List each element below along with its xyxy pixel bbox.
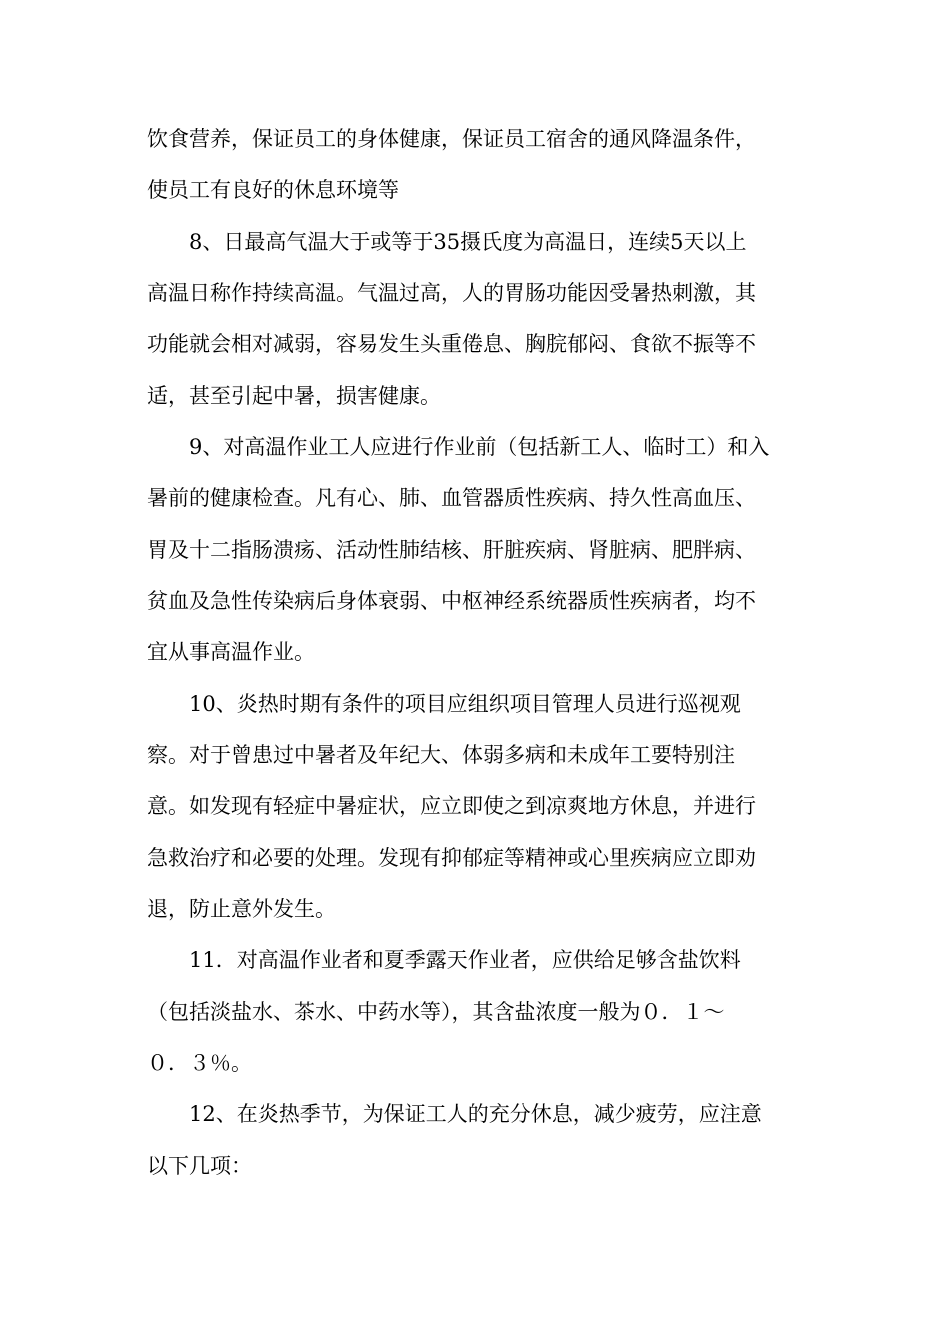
paragraph-9-start: 9、对高温作业工人应进行作业前（包括新工人、临时工）和入 <box>189 435 770 459</box>
text-line: 暑前的健康检查。凡有心、肺、血管器质性疾病、持久性高血压、 <box>147 486 756 510</box>
text-line: 以下几项： <box>147 1154 252 1178</box>
paragraph-11-start: 11．对高温作业者和夏季露天作业者，应供给足够含盐饮料 <box>189 948 741 972</box>
text-line: 急救治疗和必要的处理。发现有抑郁症等精神或心里疾病应立即劝 <box>147 846 756 870</box>
paragraph-8-start: 8、日最高气温大于或等于35摄氏度为高温日，连续5天以上 <box>189 230 747 254</box>
text-line: 高温日称作持续高温。气温过高，人的胃肠功能因受暑热刺激，其 <box>147 281 756 305</box>
paragraph-10-start: 10、炎热时期有条件的项目应组织项目管理人员进行巡视观 <box>189 692 741 716</box>
text-line: 意。如发现有轻症中暑症状，应立即使之到凉爽地方休息，并进行 <box>147 794 756 818</box>
text-line: 饮食营养，保证员工的身体健康，保证员工宿舍的通风降温条件， <box>147 127 756 151</box>
text-line: ０．３％。 <box>147 1051 252 1075</box>
text-line: 宜从事高温作业。 <box>147 640 315 664</box>
paragraph-12-start: 12、在炎热季节，为保证工人的充分休息，减少疲劳，应注意 <box>189 1102 762 1126</box>
text-line: 退，防止意外发生。 <box>147 897 336 921</box>
text-line: 适，甚至引起中暑，损害健康。 <box>147 384 441 408</box>
text-line: （包括淡盐水、茶水、中药水等），其含盐浓度一般为０．１～ <box>147 1000 725 1024</box>
text-line: 胃及十二指肠溃疡、活动性肺结核、肝脏疾病、肾脏病、肥胖病、 <box>147 538 756 562</box>
text-line: 使员工有良好的休息环境等 <box>147 178 399 202</box>
text-line: 察。对于曾患过中暑者及年纪大、体弱多病和未成年工要特别注 <box>147 743 735 767</box>
text-line: 贫血及急性传染病后身体衰弱、中枢神经系统器质性疾病者，均不 <box>147 589 756 613</box>
text-line: 功能就会相对减弱，容易发生头重倦息、胸脘郁闷、食欲不振等不 <box>147 332 756 356</box>
